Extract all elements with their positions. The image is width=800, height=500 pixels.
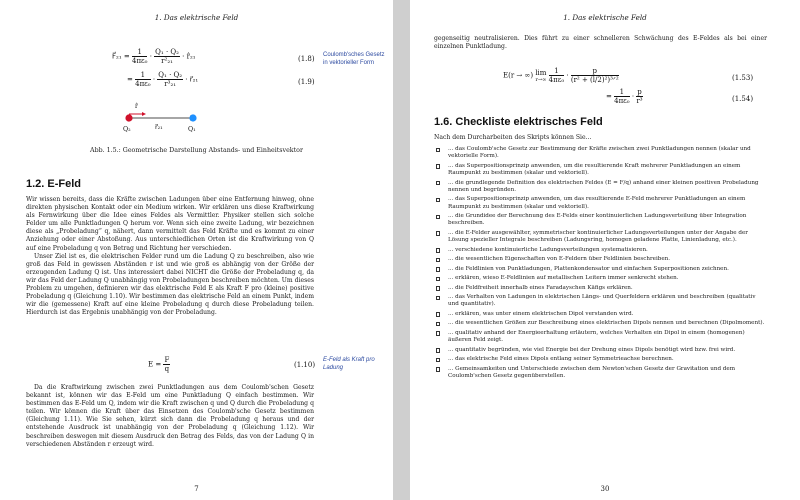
- charge-q2-label: Q₂: [123, 126, 131, 133]
- left-page: [0, 0, 393, 500]
- charge-vector-figure: [110, 104, 210, 140]
- unit-vector-label: r̂: [135, 103, 138, 110]
- checklist-item: [434, 230, 767, 245]
- checklist-item-text: ... erklären, wieso E-Feldlinien auf metallischen Leitern immer senkrecht stehen.: [448, 275, 679, 282]
- checklist-item-text: ... die wesentlichen Größen zur Beschreibung eines elektrischen Dipols nennen und berechnen (Dipolmoment).: [448, 320, 765, 327]
- charge-q2-circle: [125, 114, 132, 121]
- checkbox-icon[interactable]: [436, 331, 440, 335]
- checkbox-icon[interactable]: [436, 267, 440, 271]
- checkbox-icon[interactable]: [436, 198, 440, 202]
- checkbox-icon[interactable]: [436, 215, 440, 219]
- checkbox-icon[interactable]: [436, 181, 440, 185]
- checklist-item: [434, 320, 767, 327]
- section-title: 1.6. Checkliste elektrisches Feld: [434, 116, 603, 128]
- checklist-intro: Nach dem Durcharbeiten des Skripts können Sie...: [434, 134, 592, 141]
- checklist: [434, 146, 767, 382]
- page-gutter: [393, 0, 410, 500]
- equation-1-10: E = $\frac{F}{q}$: [148, 356, 170, 373]
- checklist-item-text: ... die Feldfreiheit innerhalb eines Faradayschen Käfigs erklären.: [448, 284, 633, 291]
- checklist-item-text: ... die Grundidee der Berechnung des E-Felds einer kontinuierlichen Ladungsverteilung über Integration beschreiben.: [448, 213, 747, 227]
- paragraph: Unser Ziel ist es, die elektrischen Felder rund um die Ladung Q zu beschreiben, also wie groß das Feld in gewissen Abständen r ist und wie groß es abhängig von der Größe der erzeugenden Ladung Q ist. Uns interessiert dabei NICHT die Größe der Probeladung q, da wir das Feld der Ladung Q unabhängig von Probeladungen beschreiben möchten. Um dieses Problem zu umgehen, definieren wir das elektrische Feld E als Kraft F pro (kleine) positive Probeladung q (Gleichung 1.10). Wir bestimmen das elektrische Feld an einem Punkt, indem wir die (gemessene) Kraft auf eine kleine Probeladung q durch diese Probeladung teilen. Hierdurch ist das Ergebnis unabhängig von der Probeladung.: [26, 252, 314, 317]
- figure-caption: Abb. 1.5.: Geometrische Darstellung Abstands- und Einheitsvektor: [90, 147, 303, 154]
- margin-note: Coulomb'sches Gesetz in vektorieller Form: [323, 52, 385, 66]
- checklist-item: [434, 347, 767, 354]
- checkbox-icon[interactable]: [436, 231, 440, 235]
- equation-number: (1.53): [732, 74, 754, 82]
- right-page: [410, 0, 800, 500]
- equation-number: (1.9): [298, 78, 315, 86]
- distance-vector-label: r⃗₂₁: [155, 124, 163, 131]
- checkbox-icon[interactable]: [436, 277, 440, 281]
- page-header: 1. Das elektrische Feld: [563, 13, 647, 22]
- checklist-item: [434, 256, 767, 263]
- checkbox-icon[interactable]: [436, 367, 440, 371]
- margin-note: E-Feld als Kraft pro Ladung: [323, 357, 375, 371]
- checkbox-icon[interactable]: [436, 322, 440, 326]
- checklist-item-text: ... qualitativ anhand der Energieerhaltung erläutern, welches Verhalten ein Dipol in einem (homogenen) äußeren Feld zeigt.: [448, 329, 745, 344]
- equation-1-54: = $\frac{1}{\text{4πε₀}}$ · $\frac{p}{\text{r³}}$: [606, 88, 643, 105]
- checklist-item: [434, 247, 767, 254]
- checklist-item: [434, 275, 767, 282]
- checklist-item: [434, 285, 767, 292]
- checklist-item: [434, 180, 767, 195]
- checklist-item-text: ... das Superpositionsprinzip anwenden, um das resultierende E-Feld mehrerer Punktladungen an einem Raumpunkt zu bestimmen (skalar und vektoriell).: [448, 196, 746, 210]
- checklist-item: [434, 330, 767, 345]
- checklist-item-text: ... verschiedene kontinuierliche Ladungsverteilungen systematisieren.: [448, 246, 648, 253]
- checkbox-icon[interactable]: [436, 358, 440, 362]
- charge-q1-label: Q₁: [188, 126, 196, 133]
- checklist-item: [434, 163, 767, 178]
- checkbox-icon[interactable]: [436, 286, 440, 290]
- checkbox-icon[interactable]: [436, 148, 440, 152]
- paragraph-block-1: [26, 196, 314, 317]
- page-number: 30: [600, 485, 610, 493]
- paragraph: Da die Kraftwirkung zwischen zwei Punktladungen aus dem Coulomb'schen Gesetz bekannt ist, können wir das E-Feld um eine Punktladung Q einfach bestimmen. Wir bestimmen das E-Feld um Q, indem wir die Kraft zwischen q und Q durch die Probeladung q teilen. Wir können die Kraft über das Einsetzen des Coulomb'sche Gesetz bestimmen (Gleichung 1.11). Wie Sie sehen, kürzt sich dann die Probeladung q heraus und der entstehende Ausdruck ist unabhängig von der Probeladung q (Gleichung 1.12). Wir beschreiben deswegen mit diesem Ausdruck den Betrag des Felds, das von der Ladung Q in verschiedenen Abständen r erzeugt wird.: [26, 384, 314, 448]
- checklist-item-text: ... quantitativ begründen, wie viel Energie bei der Drehung eines Dipols benötigt wird bzw. frei wird.: [448, 346, 736, 353]
- page-number: 7: [194, 485, 199, 493]
- equation-number: (1.54): [732, 95, 754, 103]
- checklist-item: [434, 311, 767, 318]
- checklist-item-text: ... die grundlegende Definition des elektrischen Feldes (E = F/q) anhand einer kleinen positiven Probeladung nennen und begründen.: [448, 179, 759, 193]
- checkbox-icon[interactable]: [436, 348, 440, 352]
- checkbox-icon[interactable]: [436, 312, 440, 316]
- unit-vector-arrowhead: [142, 112, 146, 116]
- equation-1-8: F⃗₂₁ = $\frac{1}{\text{4πε₀}}$ · $\frac{\text{Q₁ · Q₂}}{\text{r²₂₁}}$ · r̂₂₁: [112, 48, 196, 65]
- checklist-item-text: ... die wesentlichen Eigenschaften von E-Feldern über Feldlinien beschreiben.: [448, 256, 671, 263]
- equation-1-53: E(r → ∞) lim r→∞ $\frac{1}{\text{4πε₀}}$ · $\frac{p}{\text{(r² + (l/2)²)³ᐟ²}}$: [503, 67, 619, 84]
- checkbox-icon[interactable]: [436, 296, 440, 300]
- equation-number: (1.10): [294, 361, 316, 369]
- checklist-item-text: ... das Superpositionsprinzip anwenden, um die resultierende Kraft mehrerer Punktladungen an einem Raumpunkt zu bestimmen (skalar und vektoriell).: [448, 162, 741, 177]
- section-title: 1.2. E-Feld: [26, 178, 82, 190]
- paragraph-block-2: [26, 384, 314, 449]
- checklist-item-text: ... Gemeinsamkeiten und Unterschiede zwischen dem Newton'schen Gesetz der Gravitation und dem Coulomb'schen Gesetz gegenüberstellen.: [448, 365, 735, 379]
- checklist-item: [434, 266, 767, 273]
- checkbox-icon[interactable]: [436, 248, 440, 252]
- checklist-item: [434, 366, 767, 381]
- checkbox-icon[interactable]: [436, 258, 440, 262]
- equation-number: (1.8): [298, 55, 315, 63]
- checklist-item-text: ... erklären, was unter einem elektrischen Dipol verstanden wird.: [448, 310, 634, 317]
- equation-1-9: = $\frac{1}{\text{4πε₀}}$ · $\frac{\text{Q₁ · Q₂}}{\text{r³₂₁}}$ · r⃗₂₁: [127, 71, 199, 88]
- checklist-item-text: ... das Coulomb'sche Gesetz zur Bestimmung der Kräfte zwischen zwei Punktladungen nennen (skalar und vektorielle Form).: [448, 146, 751, 160]
- checklist-item: [434, 196, 767, 211]
- checklist-item: [434, 294, 767, 309]
- checklist-item-text: ... das elektrische Feld eines Dipols entlang seiner Symmetrieachse berechnen.: [448, 356, 674, 363]
- checklist-item-text: ... die E-Felder ausgewählter, symmetrischer kontinuierlicher Ladungsverteilungen unter der Angabe der Lösung spezieller Integrale beschreiben (Ladungsring, homogen geladene Platte, Linienladung, etc.).: [448, 229, 748, 244]
- checklist-item: [434, 213, 767, 228]
- checklist-item-text: ... die Feldlinien von Punktladungen, Plattenkondensator und einfachen Superpositionen zeichnen.: [448, 265, 729, 272]
- checklist-item: [434, 146, 767, 161]
- intro-paragraph: gegenseitig neutralisieren. Dies führt zu einer schnelleren Schwächung des E-Feldes als bei einer einzelnen Punktladung.: [434, 35, 767, 51]
- charge-q1-circle: [189, 114, 196, 121]
- checkbox-icon[interactable]: [436, 164, 440, 168]
- checklist-item: [434, 356, 767, 363]
- checklist-item-text: ... das Verhalten von Ladungen in elektrischen Längs- und Querfeldern erklären und beschreiben (qualitativ und quantitativ).: [448, 294, 756, 308]
- page-header: 1. Das elektrische Feld: [154, 13, 239, 22]
- paragraph: Wir wissen bereits, dass die Kräfte zwischen Ladungen über eine Entfernung hinweg, ohne direkten physischen Kontakt oder ein Medium wirken. Wir erklären uns diese Kraftwirkung als Fernwirkung über die Idee eines Feldes als Vermittler. Physiker stellen sich solche Felder um alle Punktladungen Q herum vor. Wenn sich eine zweite Ladung, wir bezeichnen diese als „Probeladung“ q, nähert, dann vermittelt das Feld Kräfte und es kommt zu einer Anziehung oder einer Abstoßung. Aus unterschiedlichen Orten ist die Kraftwirkung von Q auf eine Probeladung q von Betrag und Richtung her verschieden.: [26, 196, 314, 252]
- equation-lhs: F⃗₂₁: [112, 52, 122, 61]
